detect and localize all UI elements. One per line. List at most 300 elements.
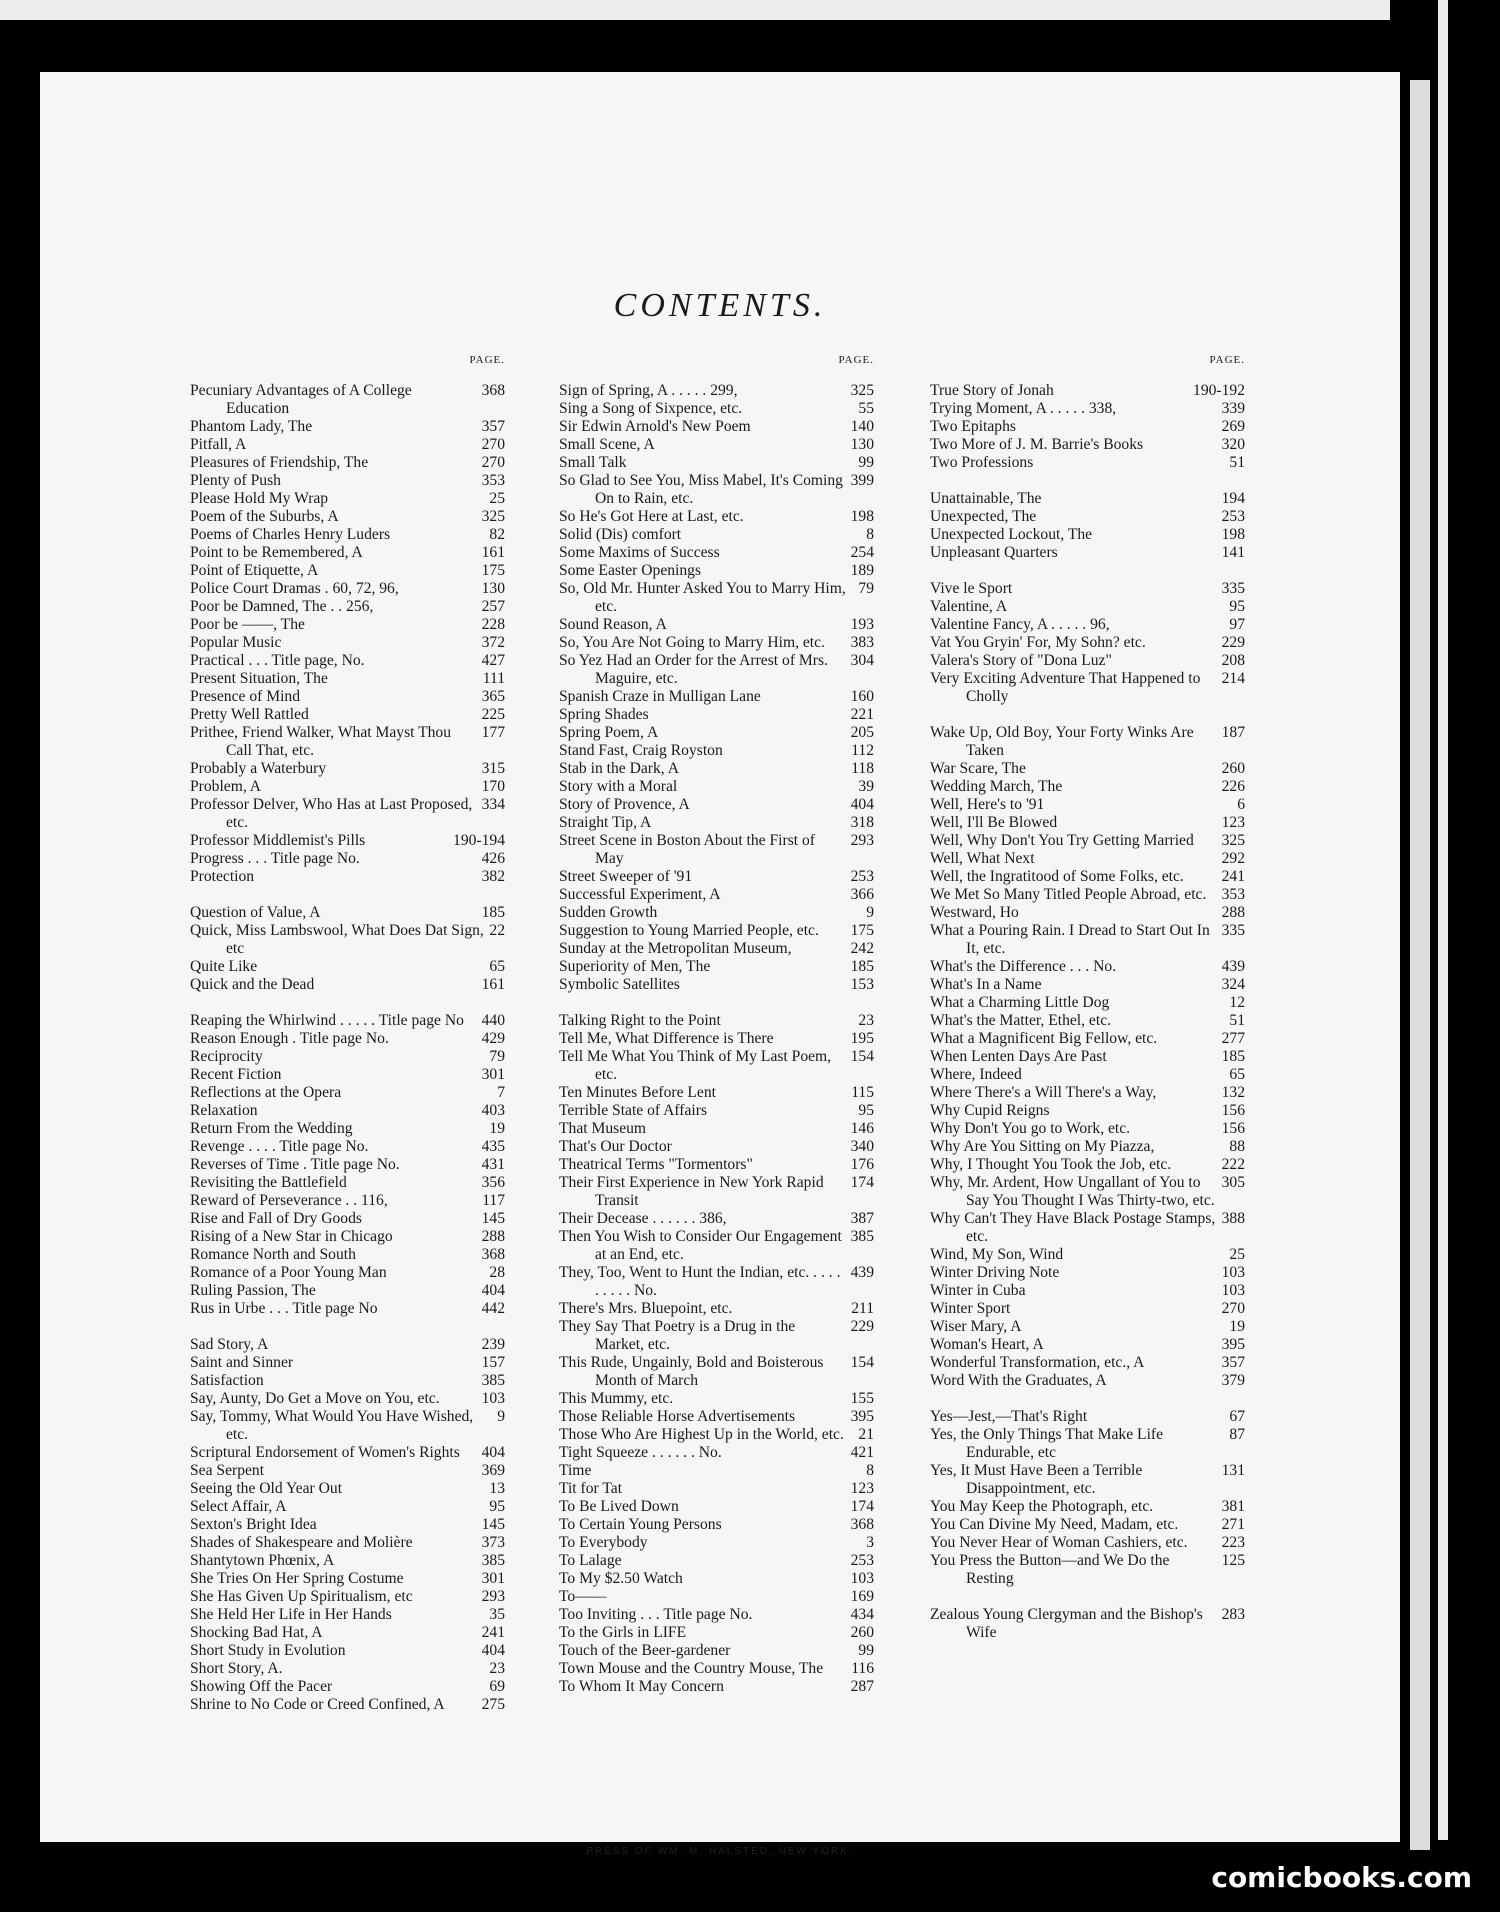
toc-entry-page: 254 — [847, 544, 874, 562]
toc-entry — [190, 670, 505, 688]
toc-entry-title: So, You Are Not Going to Marry Him, etc. — [559, 634, 825, 651]
toc-entry-page: 335 — [1218, 580, 1245, 598]
toc-entry-page: 385 — [847, 1228, 874, 1246]
toc-entry — [190, 706, 505, 724]
toc-entry-title: Protection — [190, 868, 255, 885]
toc-entry-title: To Be Lived Down — [559, 1498, 679, 1515]
toc-entry-title: Say, Aunty, Do Get a Move on You, etc. — [190, 1390, 440, 1407]
toc-entry — [930, 994, 1245, 1012]
toc-entry-title: Wiser Mary, A — [930, 1318, 1022, 1335]
toc-entry-page: 426 — [478, 850, 505, 868]
toc-entry — [190, 796, 505, 832]
toc-entry — [559, 1498, 874, 1516]
toc-entry — [559, 562, 874, 580]
toc-entry-page: 169 — [847, 1588, 874, 1606]
toc-entry — [930, 976, 1245, 994]
toc-entry-page: 25 — [485, 490, 505, 508]
toc-entry — [190, 1138, 505, 1156]
toc-entry — [559, 1480, 874, 1498]
toc-entry — [190, 1570, 505, 1588]
toc-entry-title: Well, What Next — [930, 850, 1035, 867]
toc-entry-page: 141 — [1218, 544, 1245, 562]
toc-entry — [930, 922, 1245, 958]
toc-entry-page: 154 — [847, 1048, 874, 1066]
toc-entry-page: 381 — [1218, 1498, 1245, 1516]
toc-entry — [559, 1120, 874, 1138]
toc-entry-title: Reflections at the Opera — [190, 1084, 342, 1101]
toc-entry-page: 318 — [847, 814, 874, 832]
toc-entry — [190, 832, 505, 850]
toc-entry-page: 140 — [847, 418, 874, 436]
toc-entry — [930, 1048, 1245, 1066]
toc-entry — [190, 1408, 505, 1444]
toc-entry-title: Tit for Tat — [559, 1480, 623, 1497]
toc-entry-title: Poems of Charles Henry Luders — [190, 526, 391, 543]
toc-entry-page: 404 — [478, 1444, 505, 1462]
toc-entry-title: Revisiting the Battlefield — [190, 1174, 347, 1191]
toc-entry — [930, 832, 1245, 850]
toc-entry-title: Sexton's Bright Idea — [190, 1516, 317, 1533]
toc-entry — [559, 652, 874, 688]
toc-entry — [559, 1174, 874, 1210]
toc-entry — [559, 1678, 874, 1696]
toc-entry-title: Some Maxims of Success — [559, 544, 720, 561]
toc-entry-page: 395 — [847, 1408, 874, 1426]
toc-entry — [559, 580, 874, 616]
toc-entry-page: 387 — [847, 1210, 874, 1228]
toc-entry-page: 275 — [478, 1696, 505, 1714]
toc-entry-page: 301 — [478, 1570, 505, 1588]
toc-entry-title: Stand Fast, Craig Royston — [559, 742, 723, 759]
toc-entry-page: 25 — [1225, 1246, 1245, 1264]
toc-entry — [559, 1210, 874, 1228]
toc-entry — [190, 1390, 505, 1408]
toc-entry — [559, 1390, 874, 1408]
toc-entry-page: 357 — [1218, 1354, 1245, 1372]
toc-entry-title: You Press the Button—and We Do the Resting — [930, 1552, 1170, 1587]
toc-entry — [559, 418, 874, 436]
toc-entry-title: Wind, My Son, Wind — [930, 1246, 1064, 1263]
toc-entry-page: 115 — [847, 1084, 874, 1102]
toc-entry-page: 395 — [1218, 1336, 1245, 1354]
toc-entry-title: Why, Mr. Ardent, How Ungallant of You to Say You Thought I Was Thirty-two, etc. — [930, 1174, 1215, 1209]
toc-entry — [190, 1228, 505, 1246]
toc-entry-title: Pitfall, A — [190, 436, 247, 453]
toc-entry-page: 368 — [478, 382, 505, 400]
toc-entry-page: 6 — [1233, 796, 1245, 814]
toc-entry-page: 260 — [847, 1624, 874, 1642]
toc-entry-page: 21 — [854, 1426, 874, 1444]
toc-entry — [559, 1570, 874, 1588]
toc-entry — [190, 634, 505, 652]
toc-entry-title: To—— — [559, 1588, 607, 1605]
toc-entry-title: Plenty of Push — [190, 472, 281, 489]
toc-entry-page: 325 — [478, 508, 505, 526]
toc-entry — [190, 1174, 505, 1192]
toc-entry-title: Sad Story, A — [190, 1336, 269, 1353]
toc-entry-page: 356 — [478, 1174, 505, 1192]
toc-entry — [559, 1300, 874, 1318]
toc-entry-title: Street Sweeper of '91 — [559, 868, 693, 885]
scan-edge-right — [1410, 80, 1430, 1850]
toc-entry — [930, 1426, 1245, 1462]
toc-entry — [930, 1138, 1245, 1156]
toc-entry-title: Return From the Wedding — [190, 1120, 353, 1137]
toc-entry-title: Ten Minutes Before Lent — [559, 1084, 716, 1101]
toc-entry-page: 65 — [485, 958, 505, 976]
toc-entry-page: 301 — [478, 1066, 505, 1084]
toc-entry — [930, 634, 1245, 652]
toc-entry-page: 7 — [493, 1084, 505, 1102]
toc-entry-page: 270 — [1218, 1300, 1245, 1318]
toc-entry-title: Valentine, A — [930, 598, 1008, 615]
toc-entry-page: 161 — [478, 976, 505, 994]
toc-entry — [930, 508, 1245, 526]
toc-entry-page: 103 — [1218, 1282, 1245, 1300]
toc-entry — [559, 1228, 874, 1264]
toc-entry — [559, 400, 874, 418]
toc-entry — [190, 1498, 505, 1516]
toc-entry — [930, 1498, 1245, 1516]
toc-entry — [930, 958, 1245, 976]
toc-entry-title: Spring Shades — [559, 706, 649, 723]
contents-column-2 — [559, 354, 874, 1696]
toc-entry — [559, 1156, 874, 1174]
toc-entry-page: 112 — [847, 742, 874, 760]
toc-entry — [930, 544, 1245, 562]
toc-entry — [559, 1138, 874, 1156]
toc-entry-title: Symbolic Satellites — [559, 976, 680, 993]
toc-entry — [190, 382, 505, 418]
toc-entry-title: This Mummy, etc. — [559, 1390, 674, 1407]
toc-entry-page: 288 — [478, 1228, 505, 1246]
toc-entry-page: 385 — [478, 1552, 505, 1570]
toc-entry-page: 123 — [1218, 814, 1245, 832]
toc-entry — [930, 1210, 1245, 1246]
toc-entry-page: 403 — [478, 1102, 505, 1120]
toc-entry-title: Straight Tip, A — [559, 814, 652, 831]
toc-entry — [559, 634, 874, 652]
toc-entry-title: Word With the Graduates, A — [930, 1372, 1107, 1389]
toc-entry — [930, 814, 1245, 832]
toc-entry-page: 174 — [847, 1174, 874, 1192]
toc-entry-page: 339 — [1218, 400, 1245, 418]
toc-entry — [930, 580, 1245, 598]
toc-entry — [190, 490, 505, 508]
toc-entry-page: 87 — [1225, 1426, 1245, 1444]
toc-entry-page: 325 — [1218, 832, 1245, 850]
toc-entry — [930, 1066, 1245, 1084]
toc-entry-page: 434 — [847, 1606, 874, 1624]
toc-entry — [190, 1012, 505, 1030]
toc-entry — [559, 688, 874, 706]
toc-entry-title: Please Hold My Wrap — [190, 490, 329, 507]
toc-entry-title: Well, Here's to '91 — [930, 796, 1045, 813]
toc-entry-title: Solid (Dis) comfort — [559, 526, 682, 543]
toc-entry-page: 116 — [847, 1660, 874, 1678]
toc-entry — [190, 1246, 505, 1264]
toc-entry-title: Popular Music — [190, 634, 282, 651]
toc-entry-title: Ruling Passion, The — [190, 1282, 316, 1299]
toc-entry-page: 19 — [1225, 1318, 1245, 1336]
toc-entry — [190, 616, 505, 634]
toc-entry — [559, 616, 874, 634]
toc-entry-title: Zealous Young Clergyman and the Bishop's Wife — [930, 1606, 1203, 1641]
toc-entry-page: 214 — [1218, 670, 1245, 688]
toc-entry-title: There's Mrs. Bluepoint, etc. — [559, 1300, 733, 1317]
toc-entry-title: Spring Poem, A — [559, 724, 659, 741]
toc-entry-title: Short Study in Evolution — [190, 1642, 346, 1659]
toc-entry — [559, 454, 874, 472]
toc-entry-page: 176 — [847, 1156, 874, 1174]
toc-entry-page: 123 — [847, 1480, 874, 1498]
toc-entry-title: What's the Matter, Ethel, etc. — [930, 1012, 1112, 1029]
toc-entry — [930, 1012, 1245, 1030]
toc-entry-title: Winter Driving Note — [930, 1264, 1060, 1281]
toc-entry-title: Pretty Well Rattled — [190, 706, 309, 723]
toc-entry-title: Practical . . . Title page, No. — [190, 652, 365, 669]
toc-entry — [559, 958, 874, 976]
toc-entry — [190, 1642, 505, 1660]
toc-entry — [930, 1372, 1245, 1390]
toc-entry-title: Select Affair, A — [190, 1498, 287, 1515]
toc-entry — [190, 1354, 505, 1372]
toc-entry-title: Where There's a Will There's a Way, — [930, 1084, 1157, 1101]
toc-entry-title: Trying Moment, A . . . . . 338, — [930, 400, 1117, 417]
toc-entry — [190, 1084, 505, 1102]
toc-entry-page: 55 — [854, 400, 874, 418]
toc-entry-page: 132 — [1218, 1084, 1245, 1102]
toc-entry — [930, 1156, 1245, 1174]
toc-entry — [190, 1300, 505, 1318]
toc-entry-title: Point to be Remembered, A — [190, 544, 363, 561]
toc-entry-page: 421 — [847, 1444, 874, 1462]
toc-entry-title: Story of Provence, A — [559, 796, 690, 813]
toc-entry-page: 22 — [485, 922, 505, 940]
site-watermark: comicbooks.com — [1211, 1861, 1472, 1894]
toc-entry — [559, 1660, 874, 1678]
toc-entry — [559, 742, 874, 760]
toc-entry-page: 8 — [862, 526, 874, 544]
toc-entry-title: Satisfaction — [190, 1372, 264, 1389]
scan-strip-right — [1438, 0, 1448, 1840]
toc-entry — [930, 1084, 1245, 1102]
toc-entry-title: Sea Serpent — [190, 1462, 265, 1479]
toc-entry-page: 157 — [478, 1354, 505, 1372]
toc-entry-title: Superiority of Men, The — [559, 958, 711, 975]
toc-entry — [190, 1192, 505, 1210]
toc-entry-title: Some Easter Openings — [559, 562, 702, 579]
toc-entry — [930, 1282, 1245, 1300]
toc-entry-page: 12 — [1225, 994, 1245, 1012]
contents-column-1 — [190, 354, 505, 1714]
toc-entry-page: 253 — [847, 868, 874, 886]
toc-entry — [190, 1102, 505, 1120]
toc-entry-title: Pecuniary Advantages of A College Education — [190, 382, 412, 417]
toc-entry — [190, 1624, 505, 1642]
toc-entry-title: Theatrical Terms "Tormentors" — [559, 1156, 753, 1173]
toc-entry — [559, 508, 874, 526]
toc-entry-title: Reward of Perseverance . . 116, — [190, 1192, 388, 1209]
toc-entry-title: Poor be Damned, The . . 256, — [190, 598, 374, 615]
toc-entry-page: 13 — [485, 1480, 505, 1498]
toc-entry-title: Tell Me, What Difference is There — [559, 1030, 774, 1047]
toc-entry — [930, 868, 1245, 886]
toc-entry-page: 198 — [1218, 526, 1245, 544]
toc-entry — [930, 652, 1245, 670]
toc-entry — [190, 1282, 505, 1300]
toc-entry-title: Successful Experiment, A — [559, 886, 721, 903]
toc-entry-title: Shades of Shakespeare and Molière — [190, 1534, 413, 1551]
toc-entry — [190, 1552, 505, 1570]
toc-entry — [190, 1210, 505, 1228]
toc-entry-title: Problem, A — [190, 778, 262, 795]
toc-entry-title: Quick and the Dead — [190, 976, 315, 993]
toc-entry-page: 228 — [478, 616, 505, 634]
toc-entry-title: Romance of a Poor Young Man — [190, 1264, 387, 1281]
toc-entry-page: 193 — [847, 616, 874, 634]
page-title: CONTENTS. — [613, 287, 827, 324]
toc-entry-page: 99 — [854, 1642, 874, 1660]
toc-entry-title: Why Don't You go to Work, etc. — [930, 1120, 1131, 1137]
toc-entry-page: 253 — [847, 1552, 874, 1570]
toc-entry — [559, 1444, 874, 1462]
toc-entry-page: 372 — [478, 634, 505, 652]
toc-entry — [190, 1066, 505, 1084]
toc-entry-page: 269 — [1218, 418, 1245, 436]
toc-entry-page: 253 — [1218, 508, 1245, 526]
toc-entry — [930, 670, 1245, 706]
toc-entry-page: 340 — [847, 1138, 874, 1156]
toc-entry-title: Sudden Growth — [559, 904, 658, 921]
toc-entry — [190, 1462, 505, 1480]
toc-entry-title: Why Are You Sitting on My Piazza, — [930, 1138, 1155, 1155]
toc-entry — [559, 796, 874, 814]
toc-entry-title: War Scare, The — [930, 760, 1026, 777]
toc-entry-page: 315 — [478, 760, 505, 778]
toc-entry — [190, 724, 505, 760]
toc-entry — [930, 616, 1245, 634]
page-column-header: PAGE. — [838, 354, 874, 366]
page-column-header: PAGE. — [1209, 354, 1245, 366]
toc-entry-title: Tight Squeeze . . . . . . No. — [559, 1444, 722, 1461]
toc-entry — [930, 1174, 1245, 1210]
toc-entry-page: 239 — [478, 1336, 505, 1354]
toc-entry-page: 229 — [1218, 634, 1245, 652]
toc-entry-title: Small Talk — [559, 454, 627, 471]
toc-entry-page: 175 — [478, 562, 505, 580]
toc-entry-title: To My $2.50 Watch — [559, 1570, 683, 1587]
toc-entry-title: Unpleasant Quarters — [930, 544, 1058, 561]
toc-entry — [190, 454, 505, 472]
scan-strip-top — [0, 0, 1390, 20]
toc-entry-title: Rising of a New Star in Chicago — [190, 1228, 393, 1245]
toc-entry-title: You May Keep the Photograph, etc. — [930, 1498, 1154, 1515]
toc-entry — [930, 490, 1245, 508]
toc-entry-page: 293 — [478, 1588, 505, 1606]
toc-entry-title: Sound Reason, A — [559, 616, 667, 633]
toc-entry — [559, 706, 874, 724]
toc-entry-title: So Yez Had an Order for the Arrest of Mrs. Maguire, etc. — [559, 652, 828, 687]
toc-entry-title: Poor be ——, The — [190, 616, 305, 633]
toc-entry — [190, 1120, 505, 1138]
toc-entry-page: 399 — [847, 472, 874, 490]
toc-entry — [190, 958, 505, 976]
toc-entry — [559, 760, 874, 778]
toc-entry — [559, 1408, 874, 1426]
toc-entry-title: Too Inviting . . . Title page No. — [559, 1606, 753, 1623]
toc-entry-title: Police Court Dramas . 60, 72, 96, — [190, 580, 399, 597]
toc-entry-page: 324 — [1218, 976, 1245, 994]
toc-entry-page: 440 — [478, 1012, 505, 1030]
toc-entry — [930, 1408, 1245, 1426]
toc-entry-title: Yes—Jest,—That's Right — [930, 1408, 1088, 1425]
toc-entry-title: Showing Off the Pacer — [190, 1678, 333, 1695]
toc-entry — [930, 1336, 1245, 1354]
toc-entry — [559, 1318, 874, 1354]
toc-entry-title: Probably a Waterbury — [190, 760, 327, 777]
toc-entry-page: 156 — [1218, 1120, 1245, 1138]
toc-entry-page: 225 — [478, 706, 505, 724]
toc-entry — [930, 1534, 1245, 1552]
toc-entry — [559, 1102, 874, 1120]
toc-entry-title: Vat You Gryin' For, My Sohn? etc. — [930, 634, 1146, 651]
toc-entry-page: 185 — [478, 904, 505, 922]
toc-entry — [190, 922, 505, 958]
toc-entry-title: Why Cupid Reigns — [930, 1102, 1050, 1119]
toc-entry — [559, 1012, 874, 1030]
toc-entry-title: What a Charming Little Dog — [930, 994, 1110, 1011]
toc-entry-title: She Tries On Her Spring Costume — [190, 1570, 404, 1587]
toc-entry-title: Why, I Thought You Took the Job, etc. — [930, 1156, 1172, 1173]
toc-entry-page: 293 — [847, 832, 874, 850]
toc-entry — [559, 544, 874, 562]
toc-entry-page: 156 — [1218, 1102, 1245, 1120]
toc-entry — [190, 868, 505, 886]
toc-entry-page: 325 — [847, 382, 874, 400]
toc-entry-title: Say, Tommy, What Would You Have Wished, etc. — [190, 1408, 474, 1443]
toc-entry — [190, 652, 505, 670]
toc-entry-page: 383 — [847, 634, 874, 652]
toc-entry-title: Unattainable, The — [930, 490, 1042, 507]
toc-entry-page: 427 — [478, 652, 505, 670]
toc-entry — [559, 382, 874, 400]
toc-entry-page: 382 — [478, 868, 505, 886]
toc-entry-page: 111 — [479, 670, 505, 688]
toc-entry-page: 95 — [1225, 598, 1245, 616]
toc-entry-title: Unexpected Lockout, The — [930, 526, 1093, 543]
toc-entry-page: 373 — [478, 1534, 505, 1552]
toc-entry-title: Point of Etiquette, A — [190, 562, 319, 579]
toc-entry-title: Recent Fiction — [190, 1066, 282, 1083]
toc-entry-title: Shantytown Phœnix, A — [190, 1552, 335, 1569]
toc-entry-title: Their First Experience in New York Rapid Transit — [559, 1174, 824, 1209]
toc-entry — [930, 1516, 1245, 1534]
toc-entry-title: Vive le Sport — [930, 580, 1013, 597]
toc-entry — [190, 760, 505, 778]
toc-entry — [930, 598, 1245, 616]
toc-entry-title: Reverses of Time . Title page No. — [190, 1156, 400, 1173]
toc-entry — [559, 1534, 874, 1552]
toc-entry — [190, 562, 505, 580]
contents-page — [40, 72, 1400, 1857]
toc-entry-page: 185 — [1218, 1048, 1245, 1066]
toc-entry-title: Those Who Are Highest Up in the World, etc. — [559, 1426, 844, 1443]
toc-entry-title: Professor Delver, Who Has at Last Proposed, etc. — [190, 796, 473, 831]
toc-entry-page: 99 — [854, 454, 874, 472]
toc-entry-title: So, Old Mr. Hunter Asked You to Marry Him, etc. — [559, 580, 846, 615]
toc-entry — [930, 436, 1245, 454]
